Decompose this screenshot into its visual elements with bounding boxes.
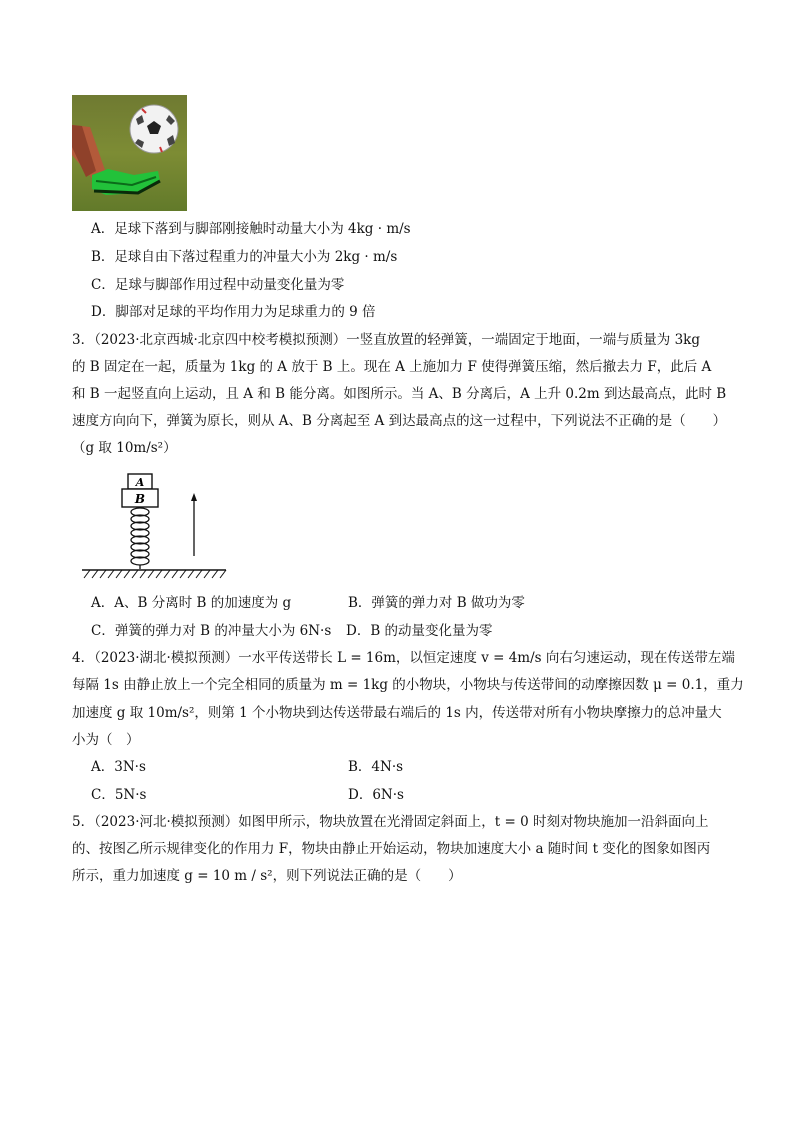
q3-stem-line-1: 3．（2023·北京西城·北京四中校考模拟预测）一竖直放置的轻弹簧，一端固定于地面，一端与质量为 3kg [72, 332, 700, 348]
q4-stem-line-4: 小为（ ） [72, 732, 140, 748]
q4-option-c[interactable]: C．5N·s [91, 787, 147, 803]
q3-option-c[interactable]: C．弹簧的弹力对 B 的冲量大小为 6N·s [91, 623, 332, 639]
q3-option-d[interactable]: D．B 的动量变化量为零 [346, 623, 493, 639]
q5-stem-line-2: 的、按图乙所示规律变化的作用力 F，物块由静止开始运动，物块加速度大小 a 随时间 t 变化的图象如图丙 [72, 841, 711, 857]
q3-stem-line-5: （g 取 10m/s²） [72, 440, 177, 456]
soccer-ball-kick-photo [72, 95, 187, 211]
q4-stem-line-1: 4．（2023·湖北·模拟预测）一水平传送带长 L = 16m，以恒定速度 v = 4m/s 向右匀速运动，现在传送带左端 [72, 650, 735, 666]
q4-option-d[interactable]: D．6N·s [348, 787, 404, 803]
q2-option-a[interactable]: A．足球下落到与脚部刚接触时动量大小为 4kg · m/s [91, 221, 411, 237]
q4-option-a[interactable]: A．3N·s [91, 759, 146, 775]
q5-stem-line-1: 5．（2023·河北·模拟预测）如图甲所示，物块放置在光滑固定斜面上，t = 0 时刻对物块施加一沿斜面向上 [72, 814, 709, 830]
q5-stem-line-3: 所示，重力加速度 g = 10 m / s²，则下列说法正确的是（ ） [72, 868, 462, 884]
q4-option-b[interactable]: B．4N·s [348, 759, 404, 775]
q3-option-b[interactable]: B．弹簧的弹力对 B 做功为零 [348, 595, 525, 611]
q4-stem-line-3: 加速度 g 取 10m/s²，则第 1 个小物块到达传送带最右端后的 1s 内，传送带对所有小物块摩擦力的总冲量大 [72, 705, 722, 721]
ground-hatch [84, 570, 226, 578]
q2-option-c[interactable]: C．足球与脚部作用过程中动量变化量为零 [91, 277, 345, 293]
q3-stem-line-3: 和 B 一起竖直向上运动，且 A 和 B 能分离。如图所示。当 A、B 分离后，A 上升 0.2m 到达最高点，此时 B [72, 386, 727, 402]
q3-spring-figure [78, 472, 230, 582]
q3-stem-line-2: 的 B 固定在一起，质量为 1kg 的 A 放于 B 上。现在 A 上施加力 F 使得弹簧压缩，然后撤去力 F，此后 A [72, 359, 712, 375]
q4-stem-line-2: 每隔 1s 由静止放上一个完全相同的质量为 m = 1kg 的小物块，小物块与传送带间的动摩擦因数 μ = 0.1，重力 [72, 677, 744, 693]
block-a-label: A [135, 476, 145, 489]
q2-option-b[interactable]: B．足球自由下落过程重力的冲量大小为 2kg · m/s [91, 249, 398, 265]
q3-option-a[interactable]: A．A、B 分离时 B 的加速度为 g [91, 595, 292, 611]
q3-stem-line-4: 速度方向向下，弹簧为原长，则从 A、B 分离起至 A 到达最高点的这一过程中，下列说法不正确的是（ ） [72, 413, 727, 429]
spring [131, 508, 149, 569]
q2-option-d[interactable]: D．脚部对足球的平均作用力为足球重力的 9 倍 [91, 304, 376, 320]
block-b-label: B [134, 492, 146, 506]
